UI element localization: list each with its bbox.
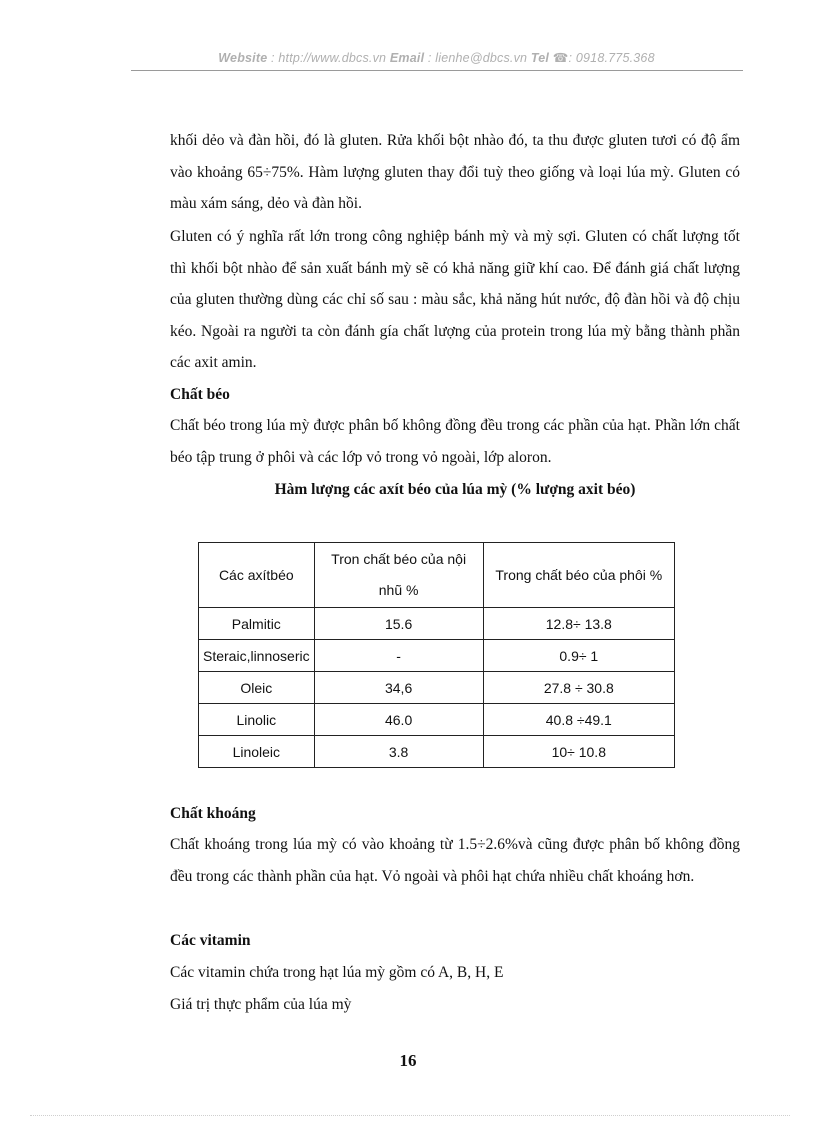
table-row (199, 608, 675, 640)
email-value: : lienhe@dbcs.vn (424, 51, 531, 65)
cell-acid: Palmitic (199, 608, 315, 640)
heading-vitamins: Các vitamin (170, 932, 251, 949)
cell-germ: 27.8 ÷ 30.8 (483, 672, 674, 704)
paragraph-vitamins: Các vitamin chứa trong hạt lúa mỳ gồm có A, B, H, E (170, 964, 504, 981)
page-number: 16 (399, 1051, 417, 1070)
paragraph-fat: Chất béo trong lúa mỳ được phân bố không đồng đều trong các phần của hạt. Phần lớn chất béo tập trung ở phôi và các lớp vỏ trong vỏ ngoài, lớp aloron. (170, 417, 740, 466)
website-value: : http://www.dbcs.vn (267, 51, 390, 65)
cell-acid: Steraic,linnoseric (199, 640, 315, 672)
heading-minerals: Chất khoáng (170, 805, 256, 822)
cell-endosperm: 15.6 (314, 608, 483, 640)
cell-germ: 10÷ 10.8 (483, 736, 674, 768)
cell-germ: 12.8÷ 13.8 (483, 608, 674, 640)
fatty-acid-table (198, 542, 675, 768)
email-label: Email (389, 51, 425, 65)
table-row (199, 672, 675, 704)
cell-germ: 40.8 ÷49.1 (483, 704, 674, 736)
paragraph-gluten-intro: khối dẻo và đàn hồi, đó là gluten. Rửa khối bột nhào đó, ta thu được gluten tươi có độ ẩm vào khoảng 65÷75%. Hàm lượng gluten thay đổi tuỳ theo giống và loại lúa mỳ. Gluten có màu xám sáng, dẻo và đàn hồi. (170, 132, 740, 212)
heading-fat: Chất béo (170, 386, 230, 403)
page-header (130, 50, 743, 65)
cell-endosperm: - (314, 640, 483, 672)
paragraph-food-value: Giá trị thực phẩm của lúa mỳ (170, 996, 352, 1013)
cell-acid: Oleic (199, 672, 315, 704)
table-row (199, 640, 675, 672)
tel-label: Tel (530, 51, 550, 65)
cell-endosperm: 34,6 (314, 672, 483, 704)
website-label: Website (218, 51, 268, 65)
tel-value: ☎: 0918.775.368 (549, 51, 655, 65)
header-endosperm: Tron chất béo của nội nhũ % (314, 543, 483, 608)
paragraph-gluten-significance: Gluten có ý nghĩa rất lớn trong công nghiệp bánh mỳ và mỳ sợi. Gluten có chất lượng tốt thì khối bột nhào để sản xuất bánh mỳ sẽ có khả năng giữ khí cao. Để đánh giá chất lượng của gluten thường dùng các chỉ số sau : màu sắc, khả năng hút nước, độ đàn hồi và độ chịu kéo. Ngoài ra người ta còn đánh gía chất lượng của protein trong lúa mỳ bằng thành phần các axit amin. (170, 228, 740, 371)
cell-endosperm: 46.0 (314, 704, 483, 736)
cell-endosperm: 3.8 (314, 736, 483, 768)
header-germ: Trong chất béo của phôi % (483, 543, 674, 608)
header-fatty-acid: Các axítbéo (199, 543, 315, 608)
table-row (199, 736, 675, 768)
table-header-row (199, 543, 675, 608)
header-divider (131, 70, 743, 71)
cell-acid: Linoleic (199, 736, 315, 768)
cell-acid: Linolic (199, 704, 315, 736)
table-caption: Hàm lượng các axít béo của lúa mỳ (% lượng axit béo) (274, 481, 636, 498)
cell-germ: 0.9÷ 1 (483, 640, 674, 672)
table-row (199, 704, 675, 736)
footer-divider (30, 1115, 790, 1116)
paragraph-minerals: Chất khoáng trong lúa mỳ có vào khoảng từ 1.5÷2.6%và cũng được phân bố không đồng đều trong các thành phần của hạt. Vỏ ngoài và phôi hạt chứa nhiều chất khoáng hơn. (170, 836, 740, 885)
